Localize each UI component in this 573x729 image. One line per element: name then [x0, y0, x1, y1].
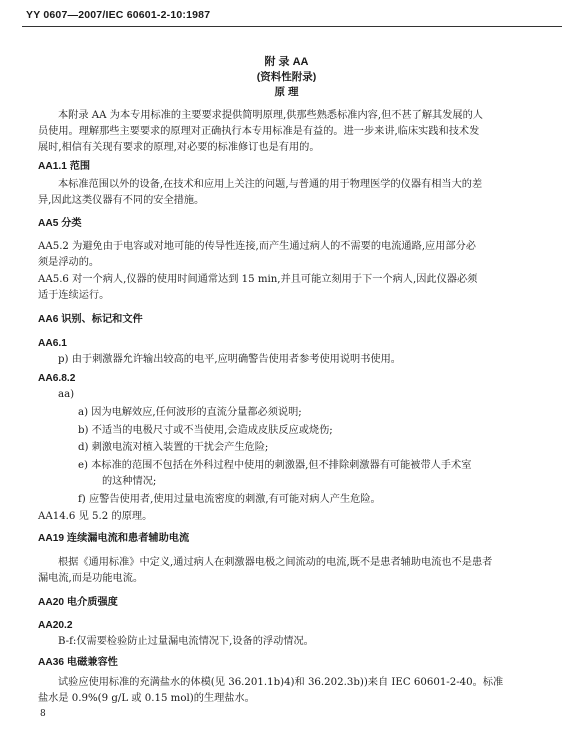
header-rule — [22, 26, 562, 27]
aa19-line-2: 漏电流,而是功能电流。 — [38, 573, 144, 584]
aa36-line-1: 试验应使用标准的充满盐水的体模(见 36.201.1b)4)和 36.202.3b))来自 IEC 60601-2-40。标准 — [58, 677, 504, 688]
appendix-title: 附 录 AA — [264, 56, 309, 68]
section-aa19-heading: AA19 连续漏电流和患者辅助电流 — [38, 533, 190, 544]
page-number: 8 — [40, 709, 46, 719]
section-aa6-8-2-heading: AA6.8.2 — [38, 373, 76, 384]
aa6-1-item-p: p) 由于刺激器允许输出较高的电平,应明确警告使用者参考使用说明书使用。 — [58, 354, 401, 365]
aa6-8-2-item-d: d) 刺激电流对植入装置的干扰会产生危险; — [78, 442, 269, 453]
aa14-6-line: AA14.6 见 5.2 的原理。 — [38, 511, 153, 522]
appendix-subtitle: (资料性附录) — [256, 71, 317, 83]
standard-number-header: YY 0607—2007/IEC 60601-2-10:1987 — [26, 9, 211, 21]
intro-line-2: 员使用。理解那些主要要求的原理对正确执行本专用标准是有益的。进一步来讲,临床实践和技术发 — [38, 126, 480, 137]
intro-line-3: 展时,相信有关现有要求的原理,对必要的标准修订也是有用的。 — [38, 142, 320, 153]
section-aa6-heading: AA6 识别、标记和文件 — [38, 314, 143, 325]
aa19-line-1: 根据《通用标准》中定义,通过病人在刺激器电极之间流动的电流,既不是患者辅助电流也不是患者 — [58, 557, 493, 568]
aa5-2-line-1: AA5.2 为避免由于电容或对地可能的传导性连接,而产生通过病人的不需要的电流通路,应用部分必 — [38, 241, 476, 252]
intro-line-1: 本附录 AA 为本专用标准的主要要求提供简明原理,供那些熟悉标准内容,但不甚了解其发展的人 — [58, 110, 483, 121]
aa6-8-2-item-e-line-2: 的这种情况; — [102, 476, 157, 487]
section-aa6-1-heading: AA6.1 — [38, 338, 67, 349]
aa1-1-line-1: 本标准范围以外的设备,在技术和应用上关注的问题,与普通的用于物理医学的仪器有相当大的差 — [58, 179, 483, 190]
aa36-line-2: 盐水是 0.9%(9 g/L 或 0.15 mol)的生理盐水。 — [38, 693, 255, 704]
section-aa20-heading: AA20 电介质强度 — [38, 597, 118, 608]
aa6-8-2-item-b: b) 不适当的电极尺寸或不当使用,会造成皮肤反应或烧伤; — [78, 425, 333, 436]
aa6-8-2-item-a: a) 因为电解效应,任何波形的直流分量都必须说明; — [78, 407, 302, 418]
aa6-8-2-item-e-line-1: e) 本标准的范围不包括在外科过程中使用的刺激器,但不排除刺激器有可能被带人手术室 — [78, 460, 472, 471]
aa5-6-line-2: 适于连续运行。 — [38, 290, 110, 301]
section-aa5-heading: AA5 分类 — [38, 218, 82, 229]
aa5-2-line-2: 须是浮动的。 — [38, 257, 100, 268]
aa20-2-line: B-f:仅需要检验防止过量漏电流情况下,设备的浮动情况。 — [58, 636, 314, 647]
section-aa20-2-heading: AA20.2 — [38, 620, 73, 631]
aa1-1-line-2: 异,因此这类仪器有不同的安全措施。 — [38, 195, 205, 206]
aa6-8-2-item-aa: aa) — [58, 389, 75, 400]
appendix-heading: 原 理 — [274, 86, 299, 98]
aa5-6-line-1: AA5.6 对一个病人,仪器的使用时间通常达到 15 min,并且可能立刻用于下一个病人,因此仪器必须 — [38, 274, 478, 285]
section-aa36-heading: AA36 电磁兼容性 — [38, 657, 118, 668]
section-aa1-1-heading: AA1.1 范围 — [38, 161, 91, 172]
aa6-8-2-item-f: f) 应警告使用者,使用过量电流密度的刺激,有可能对病人产生危险。 — [78, 494, 381, 505]
